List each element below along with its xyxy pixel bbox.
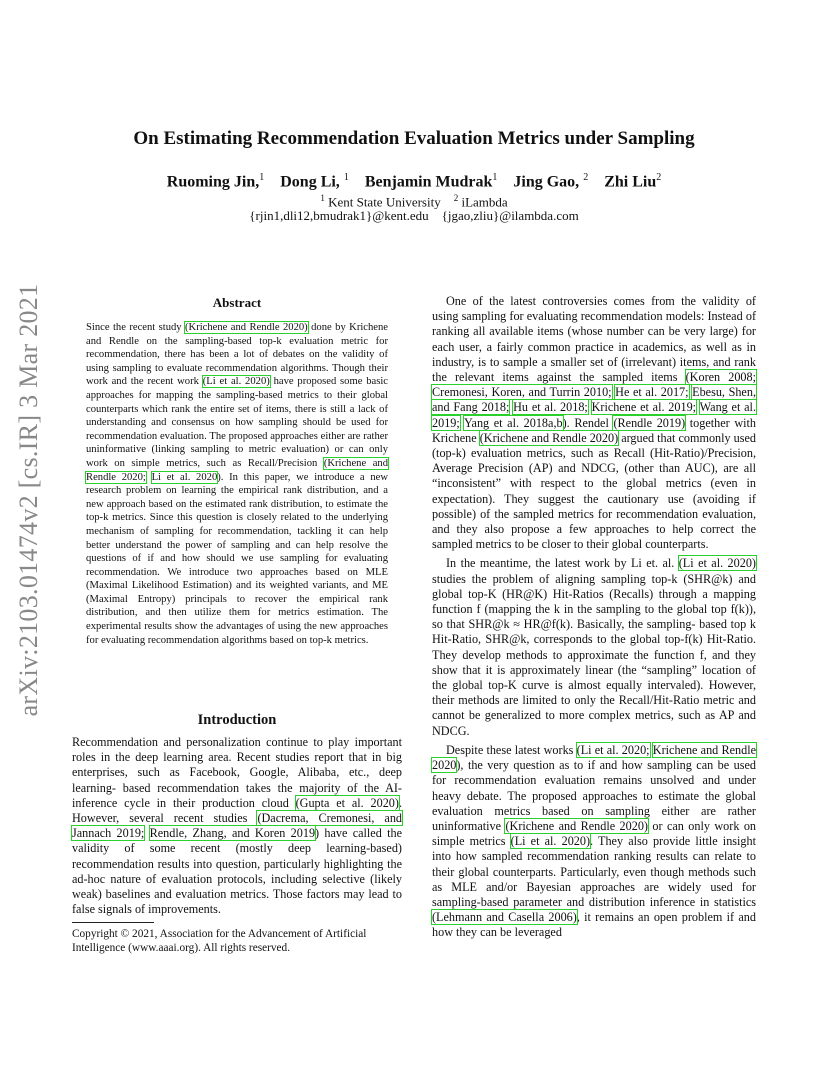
arxiv-identifier-text: arXiv:2103.01474v2 [cs.IR] 3 Mar 2021	[14, 283, 43, 717]
citation-link[interactable]: He et al. 2017;	[615, 385, 689, 400]
author-name: Dong Li,	[280, 173, 340, 191]
body-text: . They also provide little insight into how sampled recommendation ranking results can relate to their global counterparts. Particularly, even though methods such as MLE and/or Bayesian approaches are widely used for sampling-based parameter and distribution inference in statistics	[432, 834, 756, 909]
citation-link[interactable]: Wang et al. 2019;	[432, 400, 756, 430]
author-affiliation-mark: 1	[259, 172, 265, 183]
body-text: studies the problem of aligning sampling top-k (SHR@k) and global top-K (HR@K) Hit-Ratios (Recalls) through a mapping function f (mapping the k in the sampling to the global top f(k)), so that SHR@k ≈ HR@f(k). Basically, the sampling- based top k Hit-Ratio, SHR@k, corresponds to the global top-f(k) Hit-Ratio. They develop methods to approximate the function f, and they show that it is approximately linear (the “sampling” location of the global top-K curve is almost equally intervaled). However, their methods are limited to only the Recall/Hit-Ratio metric and cannot be generalized to more complex metrics, such as AP and NDCG.	[432, 571, 756, 738]
citation-link[interactable]: (Krichene and Rendle 2020)	[185, 322, 308, 333]
body-text: Despite these latest works	[446, 742, 577, 757]
citation-link[interactable]: Krichene et al. 2019;	[591, 400, 697, 415]
body-text: ). Rendel	[562, 415, 614, 430]
intro-text: ) have called the validity of some recent (mostly deep learning-based) recommendation results into question, particularly highlighting the ad-hoc nature of evaluation protocols, including selective (likely weak) baselines and evaluation metrics. Those factors may lead to false signals of improvements.	[72, 826, 403, 917]
citation-link[interactable]: Hu et al. 2018;	[513, 400, 588, 415]
citation-link[interactable]: Li et al. 2020	[151, 471, 218, 483]
body-text: One of the latest controversies comes from the validity of using sampling for evaluating recommendation models: Instead of ranking all available items (whose number can be very large) for each user, a fairly common practice in academics, as well as in industry, is to sample a smaller set of (irrelevant) items, and rank the relevant items against the sampled items	[432, 294, 756, 385]
body-text: or can only work on simple metrics	[432, 818, 757, 849]
paragraph	[432, 556, 756, 738]
citation-link[interactable]: (Krichene and Rendle 2020)	[479, 430, 619, 445]
citation-link[interactable]: (Li et al. 2020)	[510, 834, 591, 849]
author-name: Ruoming Jin,	[166, 173, 260, 191]
citation-link[interactable]: (Dacrema, Cremonesi, and Jannach 2019;	[72, 811, 403, 841]
paragraph	[432, 743, 756, 941]
author-affiliation-mark: 2	[583, 172, 589, 183]
author-affiliation-mark: 2	[656, 172, 662, 183]
affiliation-mark: 2	[453, 193, 459, 203]
body-text: , it remains an open problem if and how they can be leveraged	[432, 910, 756, 940]
intro-text: Recommendation and personalization continue to play important roles in the deep learning area. Recent studies report that in big enterprises, such as Facebook, Google, Alibaba, etc., deep learning- based recommendation takes the majority of the AI-inference cycle in their production cloud	[72, 735, 402, 810]
author-name: Zhi Liu	[604, 173, 657, 191]
citation-link[interactable]: Yang et al. 2018a,b	[463, 415, 563, 430]
footnote-divider	[72, 922, 154, 923]
author-emails: {rjin1,dli12,bmudrak1}@kent.edu {jgao,zliu}@ilambda.com	[249, 208, 579, 223]
citation-link[interactable]: Rendle, Zhang, and Koren 2019	[149, 826, 316, 841]
author-name: Jing Gao,	[513, 173, 580, 191]
citation-link[interactable]: (Krichene and Rendle 2020)	[505, 818, 648, 833]
paper-title: On Estimating Recommendation Evaluation Metrics under Sampling	[133, 128, 695, 149]
body-text: In the meantime, the latest work by Li et. al.	[446, 556, 679, 571]
author-list	[0, 172, 828, 191]
citation-link[interactable]: (Li et al. 2020;	[576, 742, 650, 757]
abstract-text: have proposed some basic approaches for mapping the sampling-based metrics to their global counterparts which rank the entire set of items, there is still a lack of understanding and consensus on how sampling should be used for recommendation evaluation. The proposed approaches either are rather uninformative (linking sampling to metric evaluation) or can only work on simple metrics, such as Recall/Precision	[86, 376, 388, 469]
abstract-heading: Abstract	[212, 295, 262, 310]
intro-text: . However, several recent studies	[72, 795, 402, 826]
body-text: argued that commonly used (top-k) evaluation metrics, such as Recall (Hit-Ratio)/Precision, Average Precision (AP) and NDCG, (other than AUC), are all “inconsistent” with respect to the global metrics (even in expectation). They suggest the cautionary use (avoiding if possible) of the sampled metrics for recommendation evaluation, and they also propose a few approaches to help correct the sampled metrics to be closer to their global counterparts.	[432, 430, 757, 552]
paragraph	[432, 294, 756, 552]
citation-link[interactable]: (Koren 2008;	[685, 370, 756, 385]
abstract-text: Since the recent study	[86, 322, 186, 333]
author-affiliation-mark: 1	[343, 172, 349, 183]
body-text: together with Krichene	[432, 415, 756, 445]
citation-link[interactable]: Cremonesi, Koren, and Turrin 2010;	[432, 385, 612, 400]
copyright-notice: Copyright © 2021, Association for the Advancement of Artificial Intelligence (www.aaai.org). All rights reserved.	[72, 928, 367, 954]
citation-link[interactable]: (Lehmann and Casella 2006)	[432, 910, 577, 925]
body-text: ), the very question as to if and how sampling can be used for recommendation evaluation remains unsolved and under heavy debate. The proposed approaches to estimate the global evaluation metrics based on sampling either are rather uninformative	[432, 758, 756, 833]
arxiv-identifier	[6, 283, 52, 717]
citation-link[interactable]: (Li et al. 2020)	[678, 556, 756, 571]
abstract-text: done by Krichene and Rendle on the sampling-based top-k evaluation metric for recommendation, there has been a lot of debates on the validity of using sampling to evaluate recommendation algorithms. Though their work and the recent work	[86, 322, 388, 388]
affiliation-kent: Kent State University	[328, 194, 441, 210]
right-column-body	[432, 294, 756, 945]
citation-link[interactable]: (Rendle 2019)	[613, 415, 686, 430]
section-heading-introduction: Introduction	[197, 712, 277, 728]
abstract-body	[86, 321, 388, 647]
abstract-text: ). In this paper, we introduce a new research problem on learning the empirical rank distribution, and a new approach based on the estimated rank distribution, to estimate the top-k metrics. Since this question is closely related to the underlying mechanism of sampling for recommendation, tackling it can help better understand the power of sampling and can help resolve the questions of if and how should we use sampling for evaluating recommendation. We introduce two approaches based on MLE (Maximal Likelihood Estimation) and its weighted variants, and ME (Maximal Entropy) principals to recover the empirical rank distribution, and then utilize them for metrics estimation. The experimental results show the advantages of using the new approaches for evaluating recommendation algorithms based on top-k metrics.	[86, 471, 388, 646]
citation-link[interactable]: Ebesu, Shen, and Fang 2018;	[432, 385, 756, 415]
author-name: Benjamin Mudrak	[364, 173, 493, 191]
citation-link[interactable]: Krichene and Rendle 2020	[432, 742, 757, 773]
introduction-body	[72, 735, 402, 917]
citation-link[interactable]: (Gupta et al. 2020)	[295, 795, 399, 810]
affiliation-mark: 1	[320, 193, 325, 203]
citation-link[interactable]: (Li et al. 2020)	[202, 376, 270, 388]
affiliation-ilambda: iLambda	[461, 194, 508, 210]
author-affiliation-mark: 1	[492, 172, 498, 183]
citation-link[interactable]: (Krichene and Rendle 2020;	[86, 457, 389, 483]
